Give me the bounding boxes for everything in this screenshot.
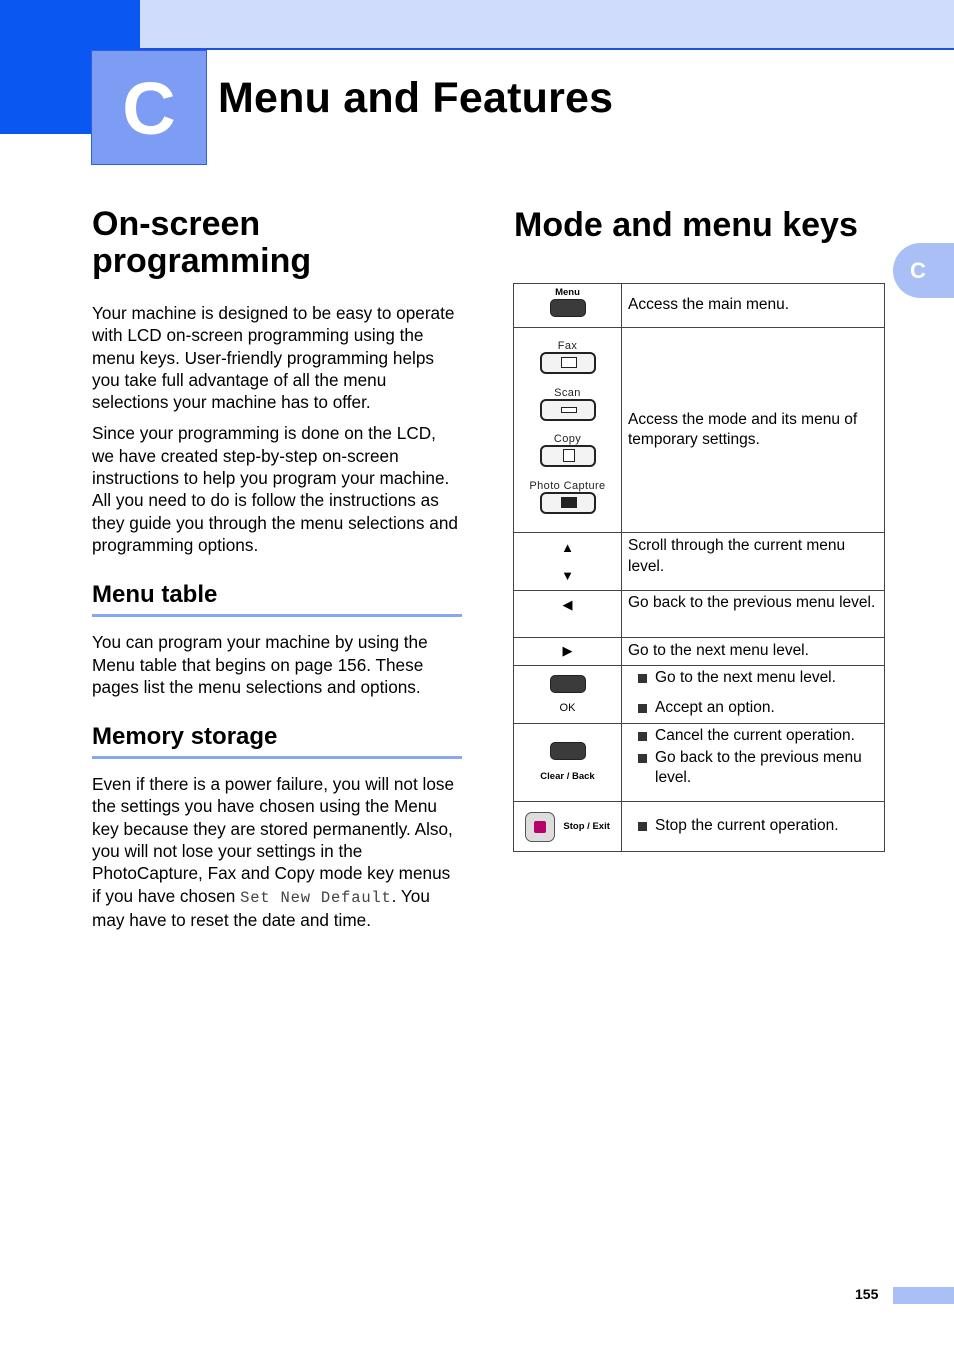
header-band xyxy=(0,0,954,50)
side-chapter-tab[interactable]: C xyxy=(893,243,954,298)
list-item: Go back to the previous menu level. xyxy=(628,748,878,789)
down-arrow-icon[interactable]: ▼ xyxy=(561,567,574,583)
table-row xyxy=(514,724,885,802)
stop-key-description xyxy=(622,802,885,852)
intro-paragraph-2: Since your programming is done on the LCD, we have created step-by-step on-screen instructions to help you program your machine. All you need to do is follow the instructions as they guide you through the menu selections and programming options. xyxy=(92,423,458,555)
right-key-description: Go to the next menu level. xyxy=(622,638,885,666)
scan-key-label: Scan xyxy=(554,386,581,399)
left-arrow-icon[interactable]: ◀ xyxy=(562,597,573,612)
menu-key-cell xyxy=(514,284,622,328)
memory-storage-paragraph: Even if there is a power failure, you will not lose the settings you have chosen using the Menu key because they are stored permanently. Also, you will not lose your settings in the PhotoCapture, Fax and Copy mode key menus if you have chosen Set New Default. You may have to reset the date and time. xyxy=(92,774,455,930)
mode-keys-cell xyxy=(514,328,622,533)
heading-rule xyxy=(92,614,462,617)
ok-key-cell xyxy=(514,666,622,724)
table-row xyxy=(514,533,885,591)
section-title-onscreen: On-screen programming xyxy=(92,205,312,280)
table-row xyxy=(514,591,885,638)
chapter-title: Menu and Features xyxy=(218,74,614,122)
camera-icon[interactable] xyxy=(540,492,596,514)
header-rule xyxy=(140,48,954,50)
stop-exit-key-icon[interactable] xyxy=(525,812,555,842)
list-item: Go to the next menu level. xyxy=(628,668,878,689)
up-arrow-icon[interactable]: ▲ xyxy=(561,539,574,555)
mode-keys-description: Access the mode and its menu of temporary settings. xyxy=(622,328,885,533)
fax-icon[interactable] xyxy=(540,352,596,374)
page-number: 155 xyxy=(855,1286,879,1302)
section-title-keys: Mode and menu keys xyxy=(514,206,858,244)
clear-key-cell xyxy=(514,724,622,802)
table-row xyxy=(514,666,885,724)
ok-key-label: OK xyxy=(559,701,576,714)
setting-name-code: Set New Default xyxy=(240,888,392,907)
table-row xyxy=(514,328,885,533)
left-column xyxy=(92,206,462,931)
menu-key-description: Access the main menu. xyxy=(622,284,885,328)
ok-key-icon[interactable] xyxy=(550,675,586,693)
menu-table-paragraph: You can program your machine by using the Menu table that begins on page 156. These pages list the menu selections and options. xyxy=(92,632,428,697)
intro-paragraph-1: Your machine is designed to be easy to operate with LCD on-screen programming using the menu keys. User-friendly programming helps you take full advantage of all the menu selections your machine has to offer. xyxy=(92,303,455,413)
clear-back-key-label: Clear / Back xyxy=(540,770,595,782)
up-down-keys-cell xyxy=(514,533,622,591)
copy-icon[interactable] xyxy=(540,445,596,467)
clear-back-key-icon[interactable] xyxy=(550,742,586,760)
photo-capture-key-label: Photo Capture xyxy=(529,479,606,492)
table-row xyxy=(514,638,885,666)
right-arrow-icon[interactable]: ▶ xyxy=(562,643,573,659)
left-key-description: Go back to the previous menu level. xyxy=(622,591,885,638)
right-key-cell xyxy=(514,638,622,666)
clear-key-description xyxy=(622,724,885,802)
stop-key-cell xyxy=(514,802,622,852)
menu-key-label: Menu xyxy=(555,287,580,299)
ok-key-description xyxy=(622,666,885,724)
table-row xyxy=(514,802,885,852)
heading-rule xyxy=(92,756,462,759)
scan-icon[interactable] xyxy=(540,399,596,421)
list-item: Accept an option. xyxy=(628,698,878,719)
list-item: Cancel the current operation. xyxy=(628,726,878,747)
chapter-letter-box: C xyxy=(91,50,207,165)
footer-bar xyxy=(893,1287,954,1304)
up-down-description: Scroll through the current menu level. xyxy=(622,533,885,591)
menu-table-heading: Menu table xyxy=(92,581,218,609)
list-item: Stop the current operation. xyxy=(628,816,878,837)
copy-key-label: Copy xyxy=(553,433,582,445)
keys-table xyxy=(513,283,885,852)
table-row xyxy=(514,284,885,328)
left-key-cell xyxy=(514,591,622,638)
fax-key-label: Fax xyxy=(557,340,578,352)
menu-key-icon[interactable] xyxy=(550,299,586,317)
memory-storage-heading: Memory storage xyxy=(92,723,278,751)
stop-exit-key-label: Stop / Exit xyxy=(563,820,610,832)
